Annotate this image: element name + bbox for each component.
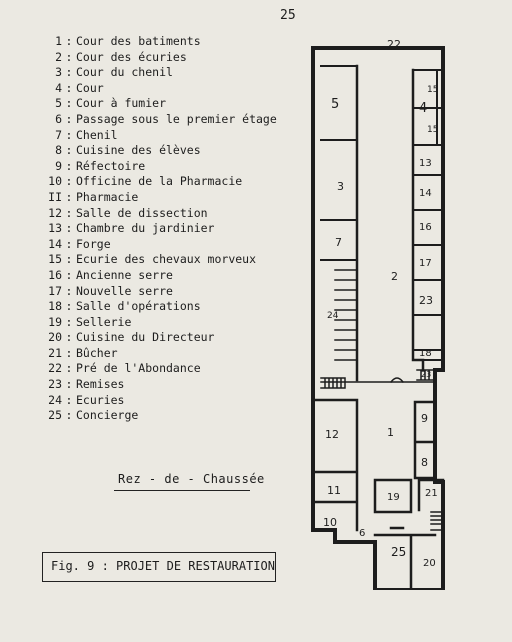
legend-item — [18, 284, 277, 300]
legend-item — [18, 206, 277, 222]
legend-item — [18, 330, 277, 346]
legend-separator: : — [65, 299, 73, 314]
legend-item — [18, 159, 277, 175]
legend-item — [18, 299, 277, 315]
legend-separator: : — [65, 314, 73, 329]
legend-number: 14 — [48, 236, 62, 251]
legend-number: 5 — [55, 96, 62, 111]
legend-number: 3 — [55, 65, 62, 80]
legend-separator: : — [65, 283, 73, 298]
legend-label: Cuisine des élèves — [76, 143, 201, 158]
figure-caption-box — [42, 552, 276, 582]
legend-number: 13 — [48, 221, 62, 236]
legend-separator: : — [65, 252, 73, 267]
legend-number: 16 — [48, 267, 62, 282]
legend-separator: : — [65, 267, 73, 282]
legend-separator: : — [65, 96, 73, 111]
plan-label-4: 4 — [419, 101, 428, 116]
plan-label-6: 6 — [359, 528, 366, 539]
plan-label-25: 25 — [391, 545, 407, 559]
legend-number: 17 — [48, 283, 62, 298]
legend-label: Passage sous le premier étage — [76, 111, 277, 126]
legend-label: Cuisine du Directeur — [76, 330, 215, 345]
legend-item — [18, 315, 277, 331]
legend-item — [18, 268, 277, 284]
legend-label: Ecuries — [76, 392, 125, 407]
legend-separator: : — [65, 127, 73, 142]
legend-separator: : — [65, 236, 73, 251]
legend-number: 25 — [48, 408, 62, 423]
floor-label: Rez - de - Chaussée — [118, 472, 265, 486]
legend-separator: : — [65, 392, 73, 407]
legend-separator: : — [65, 361, 73, 376]
legend-separator: : — [65, 205, 73, 220]
legend-item — [18, 377, 277, 393]
legend-label: Sellerie — [76, 314, 132, 329]
plan-label-20: 20 — [423, 558, 436, 569]
legend-separator: : — [65, 158, 73, 173]
legend-separator: : — [65, 345, 73, 360]
plan-label-1: 1 — [387, 426, 394, 439]
legend-separator: : — [65, 49, 73, 64]
legend-label: Cour des batiments — [76, 34, 201, 48]
plan-label-22: 22 — [387, 38, 401, 51]
legend-label: Cour du chenil — [76, 65, 173, 80]
plan-label-11: 11 — [327, 484, 341, 497]
plan-label-23-small: 23 — [421, 370, 432, 379]
plan-label-5: 5 — [331, 97, 340, 112]
legend-separator: : — [65, 174, 73, 189]
legend-item — [18, 112, 277, 128]
legend-item — [18, 128, 277, 144]
legend-number: 20 — [48, 330, 62, 345]
legend-number: 7 — [55, 127, 62, 142]
legend-item — [18, 237, 277, 253]
legend-separator: : — [65, 80, 73, 95]
plan-label-16: 16 — [419, 222, 432, 233]
legend-item — [18, 174, 277, 190]
legend-label: Cour des écuries — [76, 49, 187, 64]
plan-label-18: 18 — [419, 348, 432, 359]
legend-item — [18, 143, 277, 159]
legend-number: 8 — [55, 143, 62, 158]
legend-item — [18, 393, 277, 409]
legend-label: Officine de la Pharmacie — [76, 174, 243, 189]
legend-label: Cour à fumier — [76, 96, 167, 111]
legend-label: Réfectoire — [76, 158, 146, 173]
legend-label: Forge — [76, 236, 111, 251]
legend-number: 18 — [48, 299, 62, 314]
legend-label: Salle d'opérations — [76, 299, 201, 314]
plan-label-12: 12 — [325, 428, 339, 441]
legend-number: 21 — [48, 345, 62, 360]
legend-number: 6 — [55, 111, 62, 126]
walls-west-lower — [313, 400, 357, 530]
plan-label-23-east: 23 — [419, 294, 433, 307]
legend-item — [18, 96, 277, 112]
plan-label-15-bottom: 15 — [427, 125, 439, 135]
legend-number: 12 — [48, 205, 62, 220]
legend-label: Pré de l'Abondance — [76, 361, 201, 376]
legend-number: 22 — [48, 361, 62, 376]
legend-separator: : — [65, 34, 73, 48]
plan-label-24: 24 — [327, 311, 339, 321]
legend-item — [18, 50, 277, 66]
legend-item — [18, 361, 277, 377]
legend-number: 24 — [48, 392, 62, 407]
legend-separator: : — [65, 65, 73, 80]
legend-item — [18, 65, 277, 81]
floor-plan — [295, 30, 495, 590]
legend-item — [18, 408, 277, 424]
legend-separator: : — [65, 377, 73, 392]
plan-label-7: 7 — [335, 236, 342, 249]
floor-label-underline — [114, 490, 250, 491]
legend-label: Remises — [76, 377, 125, 392]
legend-number: II — [48, 189, 62, 204]
legend-item — [18, 221, 277, 237]
legend-separator: : — [65, 330, 73, 345]
legend-number: 15 — [48, 252, 62, 267]
legend-item — [18, 34, 277, 50]
legend-label: Salle de dissection — [76, 205, 208, 220]
legend-label: Chambre du jardinier — [76, 221, 215, 236]
legend-label: Bûcher — [76, 345, 118, 360]
plan-label-14: 14 — [419, 188, 432, 199]
legend-label: Cour — [76, 80, 104, 95]
legend-item — [18, 252, 277, 268]
legend-separator: : — [65, 221, 73, 236]
legend-number: 9 — [55, 158, 62, 173]
legend-label: Ancienne serre — [76, 267, 173, 282]
legend-item — [18, 190, 277, 206]
legend-number: 4 — [55, 80, 62, 95]
figure-caption: Fig. 9 : PROJET DE RESTAURATION — [51, 559, 275, 573]
plan-label-3: 3 — [337, 180, 344, 193]
plan-label-2: 2 — [391, 270, 398, 283]
legend-number: 23 — [48, 377, 62, 392]
plan-label-17: 17 — [419, 258, 432, 269]
stairs-west — [321, 378, 345, 388]
legend-number: 10 — [48, 174, 62, 189]
legend-separator: : — [65, 143, 73, 158]
legend-separator: : — [65, 111, 73, 126]
legend-label: Concierge — [76, 408, 139, 423]
legend-number: 19 — [48, 314, 62, 329]
plan-label-9: 9 — [421, 412, 428, 425]
plan-label-21: 21 — [425, 488, 438, 499]
legend-separator: : — [65, 408, 73, 423]
plan-label-10: 10 — [323, 516, 337, 529]
legend-item — [18, 346, 277, 362]
plan-label-19: 19 — [387, 492, 400, 503]
legend-separator: : — [65, 189, 73, 204]
legend-label: Nouvelle serre — [76, 283, 173, 298]
plan-label-8: 8 — [421, 456, 428, 469]
legend-label: Ecurie des chevaux morveux — [76, 252, 257, 267]
legend-label: Chenil — [76, 127, 118, 142]
page-number: 25 — [280, 8, 296, 23]
legend-number: 1 — [55, 34, 62, 48]
room-legend — [18, 34, 277, 424]
legend-label: Pharmacie — [76, 189, 139, 204]
plan-label-15-top: 15 — [427, 85, 439, 95]
plan-label-13: 13 — [419, 158, 432, 169]
legend-number: 2 — [55, 49, 62, 64]
legend-item — [18, 81, 277, 97]
